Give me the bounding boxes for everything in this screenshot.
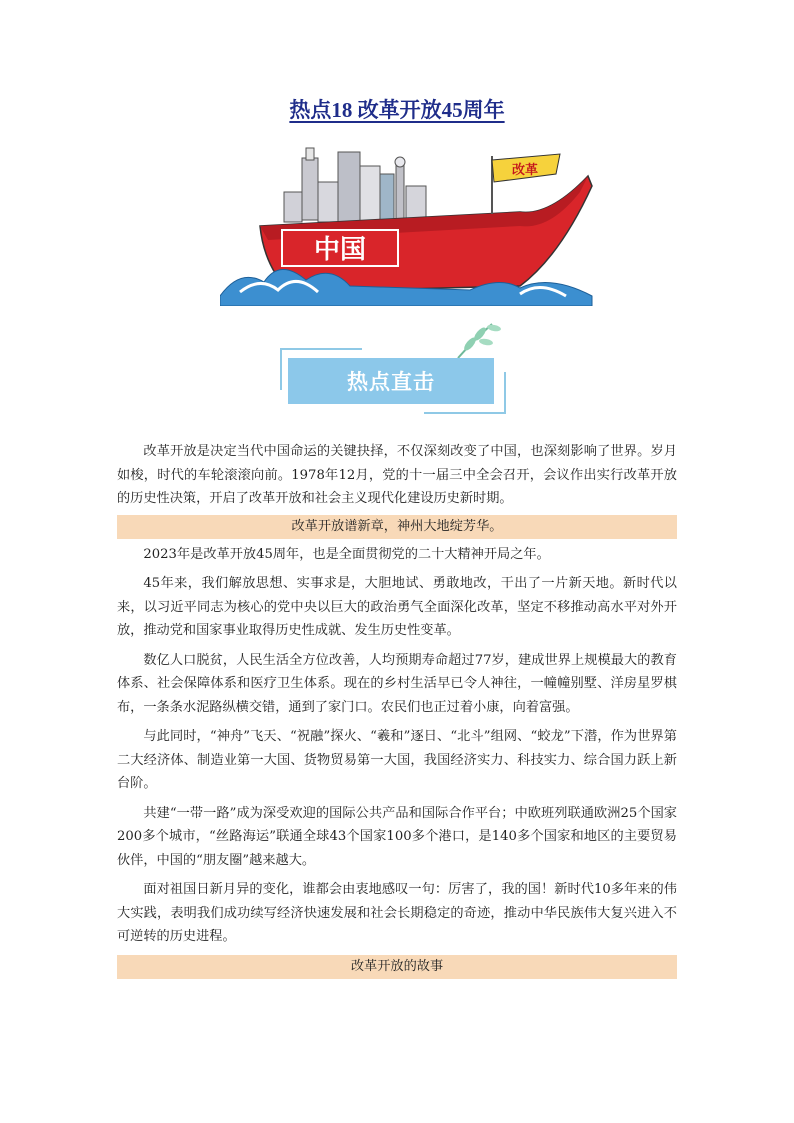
page-title: 热点18 改革开放45周年	[289, 98, 505, 122]
hull-text: 中国	[313, 235, 367, 265]
intro-paragraph: 改革开放是决定当代中国命运的关键抉择，不仅深刻改变了中国，也深刻影响了世界。岁月如梭，时代的车轮滚滚向前。1978年12月，党的十一届三中全会召开，会议作出实行改革开放的历史性决策，开启了改革开放和社会主义现代化建设历史新时期。	[117, 444, 677, 506]
flag-text: 改革	[511, 163, 539, 178]
section-heading-band: 改革开放谱新章，神州大地绽芳华。	[117, 515, 677, 539]
body-paragraph: 数亿人口脱贫，人民生活全方位改善，人均预期寿命超过77岁，建成世界上规模最大的教育体系、社会保障体系和医疗卫生体系。现在的乡村生活早已令人神往，一幢幢别墅、洋房星罗棋布，一条条水泥路纵横交错，通到了家门口。农民们也正过着小康，向着富强。	[117, 652, 677, 715]
body-paragraph: 45年来，我们解放思想、实事求是，大胆地试、勇敢地改，干出了一片新天地。新时代以来，以习近平同志为核心的党中央以巨大的政治勇气全面深化改革，坚定不移推动高水平对外开放，推动党和国家事业取得历史性成就、发生历史性变革。	[117, 576, 677, 638]
china-ship-illustration	[220, 146, 610, 306]
section-heading-band: 改革开放的故事	[117, 955, 677, 979]
banner-label: 热点直击	[288, 358, 494, 404]
article-body	[117, 440, 677, 983]
body-paragraph: 2023年是改革开放45周年，也是全面贯彻党的二十大精神开局之年。	[143, 546, 550, 562]
body-paragraph: 共建“一带一路”成为深受欢迎的国际公共产品和国际合作平台；中欧班列联通欧洲25个国家200多个城市，“丝路海运”联通全球43个国家100多个港口，是140多个国家和地区的主要贸易伙伴，中国的“朋友圈”越来越大。	[117, 805, 677, 868]
body-paragraph: 与此同时，“神舟”飞天、“祝融”探火、“羲和”逐日、“北斗”组网、“蛟龙”下潜，作为世界第二大经济体、制造业第一大国、货物贸易第一大国，我国经济实力、科技实力、综合国力跃上新台阶。	[117, 729, 677, 791]
hotspot-banner	[280, 348, 506, 414]
body-paragraph: 面对祖国日新月异的变化，谁都会由衷地感叹一句：厉害了，我的国！新时代10多年来的伟大实践，表明我们成功续写经济快速发展和社会长期稳定的奇迹，推动中华民族伟大复兴进入不可逆转的历史进程。	[117, 882, 677, 944]
